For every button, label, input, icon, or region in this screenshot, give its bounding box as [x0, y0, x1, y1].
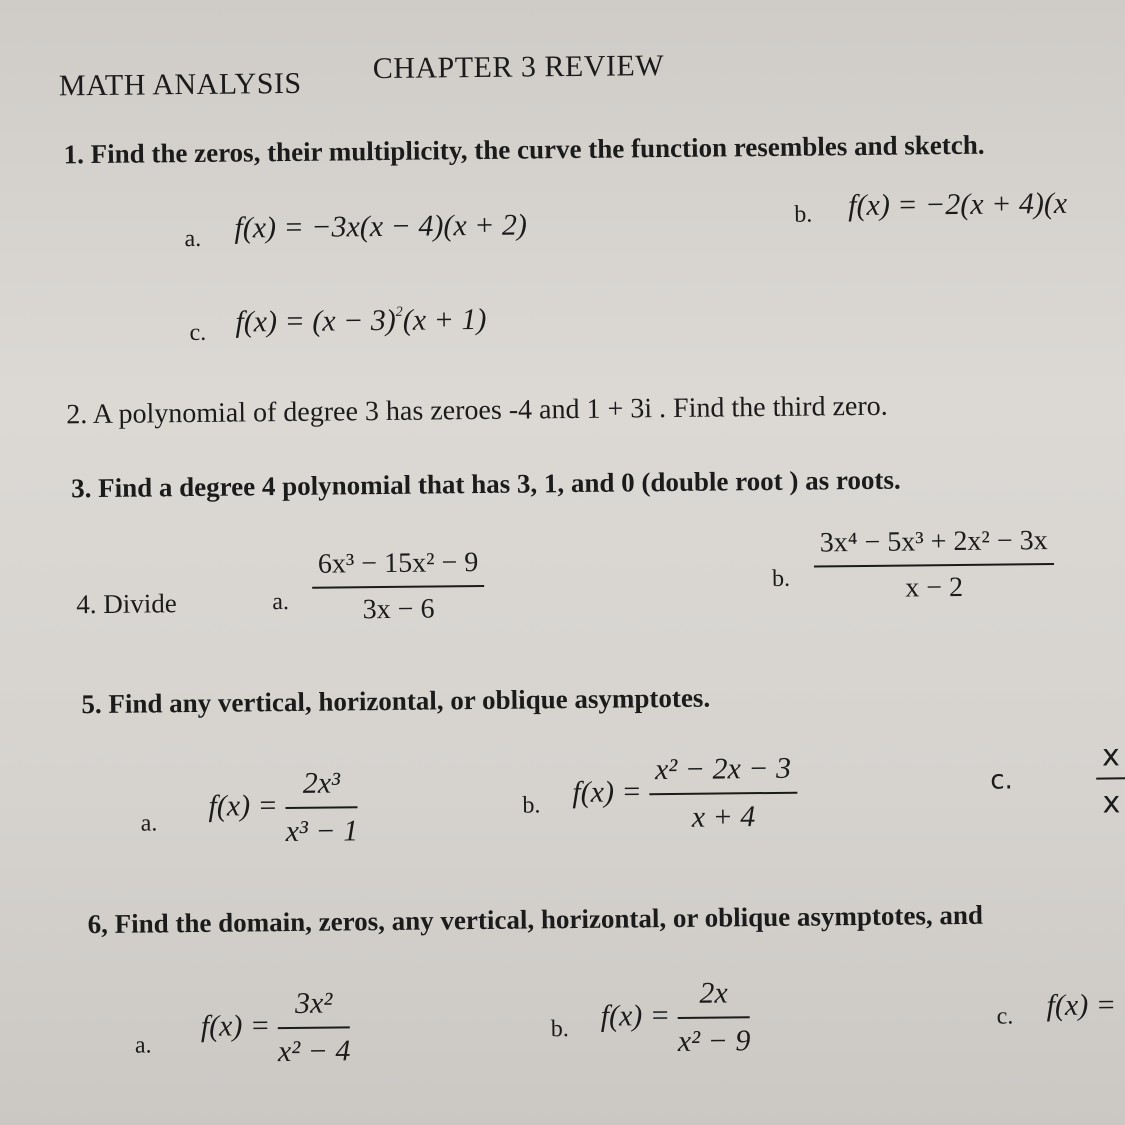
- q4b-label: b.: [771, 565, 791, 592]
- q5c-denominator: x: [1102, 785, 1121, 821]
- q4a-fraction: [312, 547, 485, 627]
- q6c-lhs: f(x) =: [1046, 988, 1117, 1023]
- q1a-label: a.: [184, 225, 202, 253]
- q4a-label: a.: [272, 589, 290, 616]
- q1c-expression-tail: (x + 1): [402, 302, 487, 337]
- question-4-text: 4. Divide: [76, 588, 177, 620]
- q5a-numerator: 2x³: [285, 766, 358, 809]
- q6b-function: [600, 976, 750, 1060]
- q6a-label: a.: [134, 1032, 152, 1059]
- q4b-denominator: x − 2: [905, 571, 964, 604]
- q6b-denominator: x² − 9: [677, 1024, 751, 1058]
- chapter-title: CHAPTER 3 REVIEW: [372, 49, 665, 86]
- q1a-expression: f(x) = −3x(x − 4)(x + 2): [234, 208, 528, 245]
- q6a-denominator: x² − 4: [277, 1034, 351, 1069]
- q6a-numerator: 3x²: [277, 986, 350, 1029]
- q5a-label: a.: [140, 810, 158, 837]
- q5b-denominator: x + 4: [691, 800, 756, 834]
- q5c-label: c.: [990, 765, 1013, 796]
- q4a-numerator: 6x³ − 15x² − 9: [312, 547, 485, 589]
- question-6-text: 6, Find the domain, zeros, any vertical, horizontal, or oblique asymptotes, and: [87, 899, 984, 940]
- q1c-expression-exponent: 2: [395, 304, 403, 320]
- question-3-text: 3. Find a degree 4 polynomial that has 3, 1, and 0 (double root ) as roots.: [70, 464, 901, 504]
- q6a-function: [200, 986, 350, 1070]
- q5b-lhs: f(x) =: [572, 775, 642, 809]
- q4a-denominator: 3x − 6: [362, 593, 435, 626]
- q1c-expression: [235, 303, 486, 340]
- q6c-label: c.: [996, 1003, 1014, 1030]
- q5b-numerator: x² − 2x − 3: [649, 752, 798, 796]
- q5a-function: [208, 766, 358, 850]
- q5c-fraction: [1096, 738, 1125, 820]
- q6a-lhs: f(x) =: [200, 1009, 271, 1043]
- q6b-numerator: 2x: [677, 976, 750, 1019]
- q1c-label: c.: [189, 319, 207, 347]
- q5c-numerator: x: [1096, 738, 1125, 779]
- q6b-label: b.: [550, 1016, 569, 1043]
- q1c-expression-base: f(x) = (x − 3): [235, 303, 396, 339]
- q1b-expression: f(x) = −2(x + 4)(x: [848, 186, 1068, 223]
- question-2-text: 2. A polynomial of degree 3 has zeroes -4 and 1 + 3i . Find the third zero.: [66, 390, 888, 431]
- q5b-label: b.: [522, 792, 541, 819]
- q5a-lhs: f(x) =: [208, 789, 278, 823]
- q1b-label: b.: [794, 201, 813, 228]
- question-1-text: 1. Find the zeros, their multiplicity, the curve the function resembles and sketch.: [63, 129, 985, 170]
- q5b-function: [572, 752, 798, 836]
- q4b-fraction: [814, 525, 1055, 606]
- question-5-text: 5. Find any vertical, horizontal, or oblique asymptotes.: [81, 682, 711, 720]
- q6b-lhs: f(x) =: [600, 998, 671, 1033]
- q4b-numerator: 3x⁴ − 5x³ + 2x² − 3x: [814, 525, 1054, 568]
- course-title: MATH ANALYSIS: [58, 66, 302, 103]
- q5a-denominator: x³ − 1: [285, 814, 359, 849]
